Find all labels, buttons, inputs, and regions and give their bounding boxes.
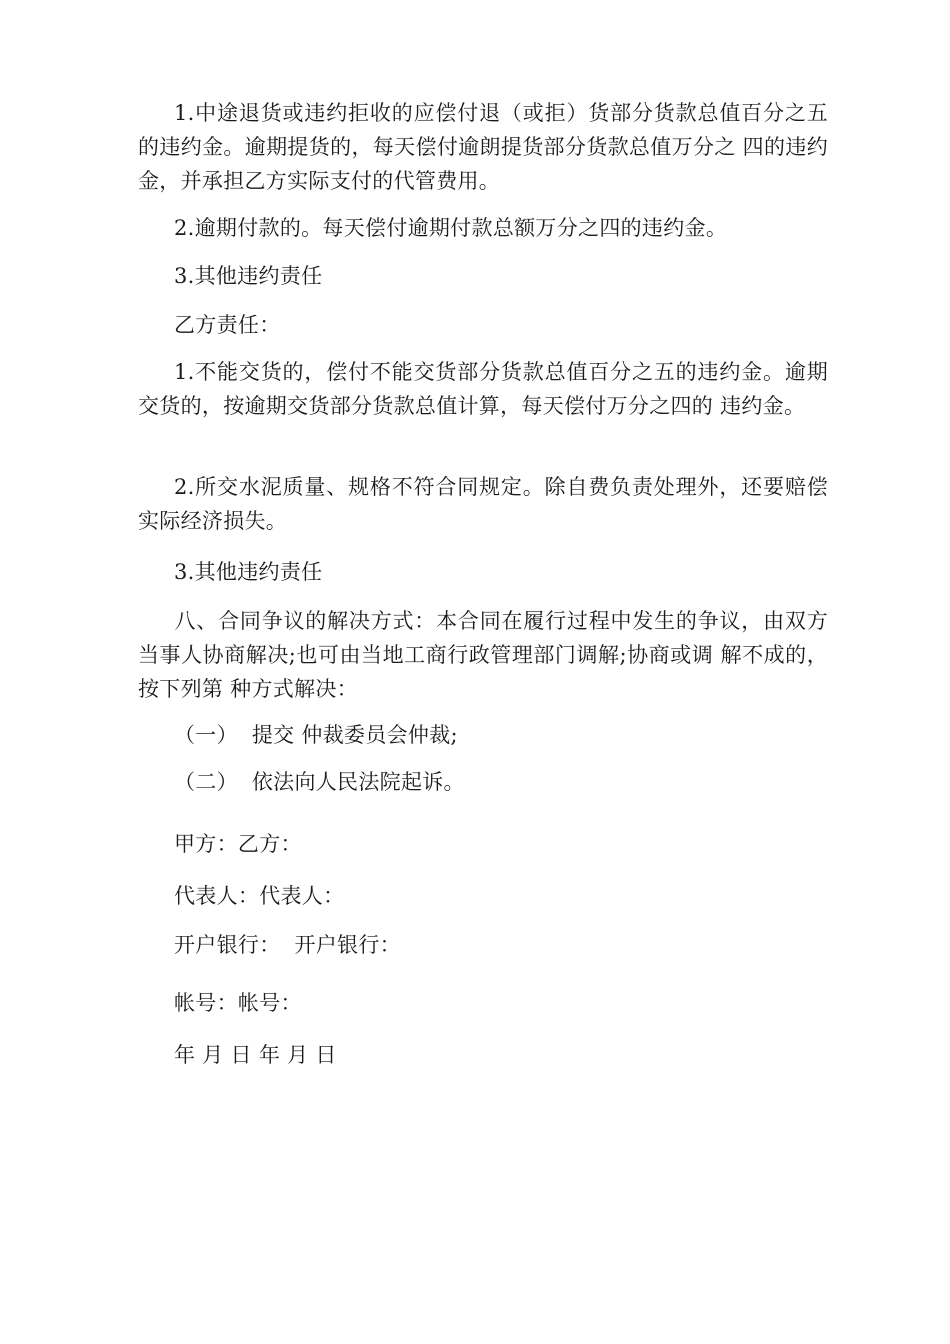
paragraph-buyer-liability-3: 3.其他违约责任 [174,264,323,288]
signature-representatives: 代表人：代表人： [174,884,345,908]
option-court: （二） 依法向人民法院起诉。 [174,770,465,794]
paragraph-dispute-resolution: 八、合同争议的解决方式：本合同在履行过程中发生的争议，由双方当事人协商解决;也可由当地工商行政管理部门调解;协商或调 解不成的，按下列第 种方式解决： [138,609,828,701]
paragraph-buyer-liability-2: 2.逾期付款的。每天偿付逾期付款总额万分之四的违约金。 [174,216,728,240]
option-arbitration: （一） 提交 仲裁委员会仲裁; [174,723,458,747]
heading-seller-liability: 乙方责任： [174,313,281,337]
signature-banks: 开户银行： 开户银行： [174,933,401,957]
signature-accounts: 帐号：帐号： [174,991,302,1015]
paragraph-seller-liability-1: 1.不能交货的，偿付不能交货部分货款总值百分之五的违约金。逾期交货的，按逾期交货部分货款总值计算，每天偿付万分之四的 违约金。 [138,360,828,418]
paragraph-buyer-liability-1: 1.中途退货或违约拒收的应偿付退（或拒）货部分货款总值百分之五的违约金。逾期提货的，每天偿付逾朗提货部分货款总值万分之 四的违约金，并承担乙方实际支付的代管费用。 [138,101,828,193]
signature-parties: 甲方：乙方： [174,832,302,856]
paragraph-seller-liability-2: 2.所交水泥质量、规格不符合同规定。除自费负责处理外，还要赔偿实际经济损失。 [138,475,828,533]
paragraph-seller-liability-3: 3.其他违约责任 [174,560,323,584]
signature-dates: 年 月 日 年 月 日 [174,1043,337,1067]
